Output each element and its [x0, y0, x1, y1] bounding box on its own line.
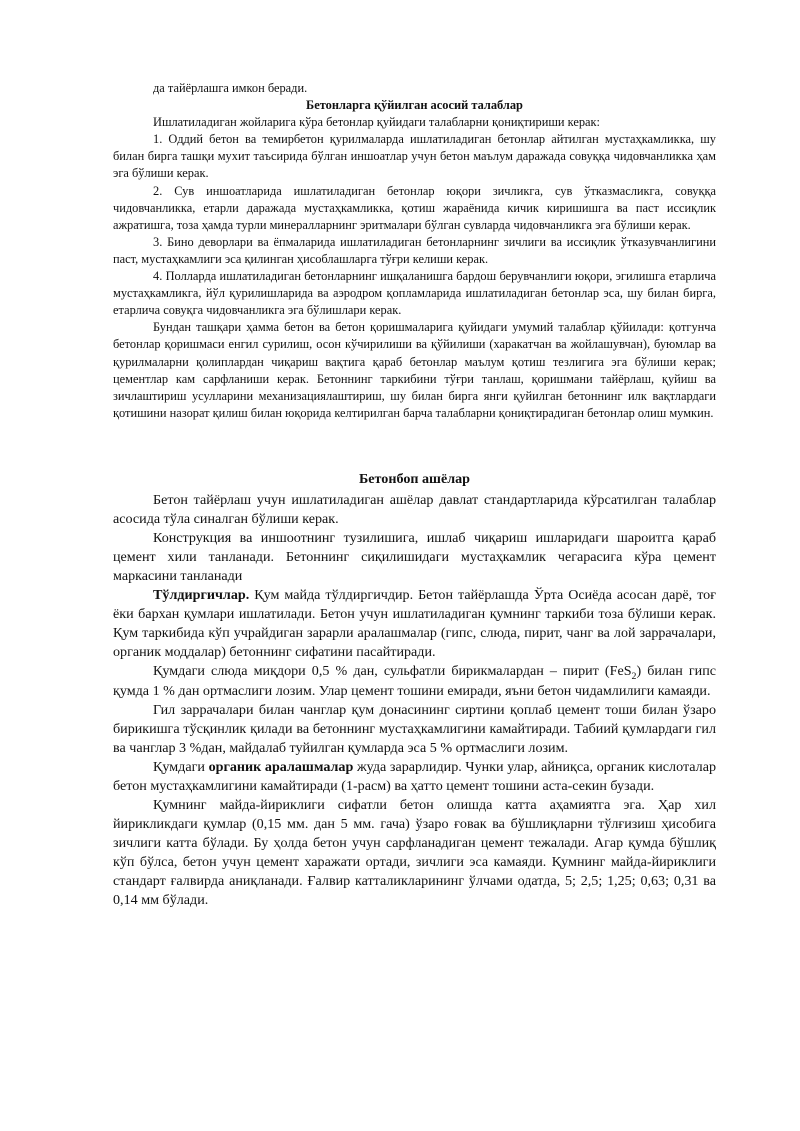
mica-subscript: 2 [631, 671, 637, 683]
requirements-summary: Бундан ташқари ҳамма бетон ва бетон қоришмаларига қуйидаги умумий талаблар қўйилади: қотгунча бетонлар қоришмаси енгил сурилиш, осон кўчирилиши ва қўйилиши (харакатчан ва жойлашувчан), буюмлар ва қурилмаларни қолиплардан чиқариш вақтига қараб бетонлар маълум қотиш тезлигига эга бўлиши керак; цементлар кам сарфланиши керак. Бетоннинг таркибини тўғри танлаш, қоришмани тайёрлаш, қуйиш ва зичлаштириш усулларини механизациялаштириш, шу билан бирга янги қуйилган бетоннинг илк вақтлардаги қотишини назорат қилиш билан юқорида келтирилган барча талабларни қониқтирадиган бетонлар олиш мумкин. [113, 320, 716, 420]
requirements-section [113, 80, 716, 422]
fillers-text: Қум майда тўлдиргичдир. Бетон тайёрлашда Ўрта Осиёда асосан дарё, тоғ ёки бархан қумлари ишлатилади. Бетон учун ишлатиладиган қумнинг таркиби тоза бўлиши керак. Қум таркибида кўп учрайдиган зарарли аралашмалар (гипс, слюда, пирит, чанг ва лой заррачалари, органик моддалар) бетоннинг сифатини пасайтиради. [113, 587, 716, 661]
requirements-heading: Бетонларга қўйилган асосий талаблар [306, 98, 523, 113]
organic-term: органик аралашмалар [208, 758, 354, 775]
organic-paragraph [113, 758, 716, 796]
clay-paragraph: Гил заррачалари билан чанглар қум донасининг сиртини қоплаб цемент тоши билан ўзаро бирикишга тўсқинлик қилади ва бетоннинг мустаҳкамлигини камайтиради. Табиий қумлардаги гил ва чанглар 3 %дан, майдалаб туйилган қумларда эса 5 % ортмаслиги лозим. [113, 701, 716, 756]
requirement-item-2: 2. Сув иншоатларида ишлатиладиган бетонлар юқори зичликга, сув ўтказмасликга, совуққа чидовчанликка, етарли даражада мустаҳкамликка, қотиш жараёнида кичик киришишга ва паст иссиқлик ажратишга, тоза ҳамда турли минералларнинг эритмалари бўлган сувларда чидовчанликга эга бўлиши керак. [113, 183, 716, 232]
materials-heading: Бетонбоп ашёлар [358, 471, 471, 487]
requirements-lead: Ишлатиладиган жойларига кўра бетонлар қуйидаги талабларни қониқтириши керак: [153, 115, 600, 130]
mica-text-a: Қумдаги слюда миқдори 0,5 % дан, сульфатли бирикмалардан – пирит (FeS [153, 663, 632, 680]
materials-paragraph-2: Конструкция ва иншоотнинг тузилишига, ишлаб чиқариш ишларидаги шароитга қараб цемент хили танланади. Бетоннинг сиқилишидаги мустаҳкамлик чегарасига кўра цемент маркасини танланади [113, 530, 716, 585]
fillers-term: Тўлдиргичлар. [153, 587, 250, 604]
requirement-item-4: 4. Полларда ишлатиладиган бетонларнинг ишқаланишга бардош берувчанлиги юқори, эгилишга етарлича мустаҳкамликга, йўл қурилишларида ва аэродром қопламларида ишлатиладиган бетонлар эса, шу билан бирга, етарлича совуқга чидовчанликга эга бўлишлари керак. [113, 269, 716, 318]
mica-paragraph [113, 662, 716, 700]
organic-text-b: жуда зарарлидир. Чунки улар, айниқса, органик кислоталар бетон мустаҳкамлигини камайтиради (1-расм) ва ҳатто цемент тошини аста-секин бузади. [113, 758, 716, 794]
fillers-paragraph [113, 586, 716, 662]
intro-tail: да тайёрлашга имкон беради. [153, 81, 308, 95]
requirement-item-1: 1. Оддий бетон ва темирбетон қурилмаларда ишлатиладиган бетонлар айтилган мустаҳкамликка, шу билан бирга ташқи мухит таъсирида бўлган иншоатлар учун бетон маълум даражада совуққа чидовчанликка ҳам эга бўлиши керак. [113, 132, 716, 181]
grain-size-paragraph: Қумнинг майда-йириклиги сифатли бетон олишда катта аҳамиятга эга. Ҳар хил йирикликдаги қумлар (0,15 мм. дан 5 мм. гача) ўзаро ғовак ва бўшлиқларни тўлғизиш ҳисобига зичлиги катта бўлади. Бу ҳолда бетон учун сарфланадиган цемент тежалади. Агар қумда бўшлиқ кўп бўлса, бетон учун цемент харажати ортади, зичлиги эса камаяди. Қумнинг майда-йириклиги стандарт ғалвирда аниқланади. Ғалвир катталикларининг ўлчами одатда, 5; 2,5; 1,25; 0,63; 0,31 ва 0,14 мм бўлади. [113, 796, 716, 909]
mica-text-b: ) билан гипс қумда 1 % дан ортмаслиги лозим. Улар цемент тошини емиради, яъни бетон чидамлилиги камаяди. [113, 663, 716, 699]
requirement-item-3: 3. Бино деворлари ва ёпмаларида ишлатиладиган бетонларнинг зичлиги ва иссиқлик ўтказувчанлигини паст, мустаҳкамлиги эса қилинган ҳисоблашларга тўғри келиши керак. [113, 234, 716, 266]
materials-section [113, 470, 716, 910]
materials-paragraph-1: Бетон тайёрлаш учун ишлатиладиган ашёлар давлат стандартларида кўрсатилган талаблар асосида тўла синалган бўлиши керак. [113, 492, 716, 528]
organic-text-a: Қумдаги [153, 758, 209, 775]
